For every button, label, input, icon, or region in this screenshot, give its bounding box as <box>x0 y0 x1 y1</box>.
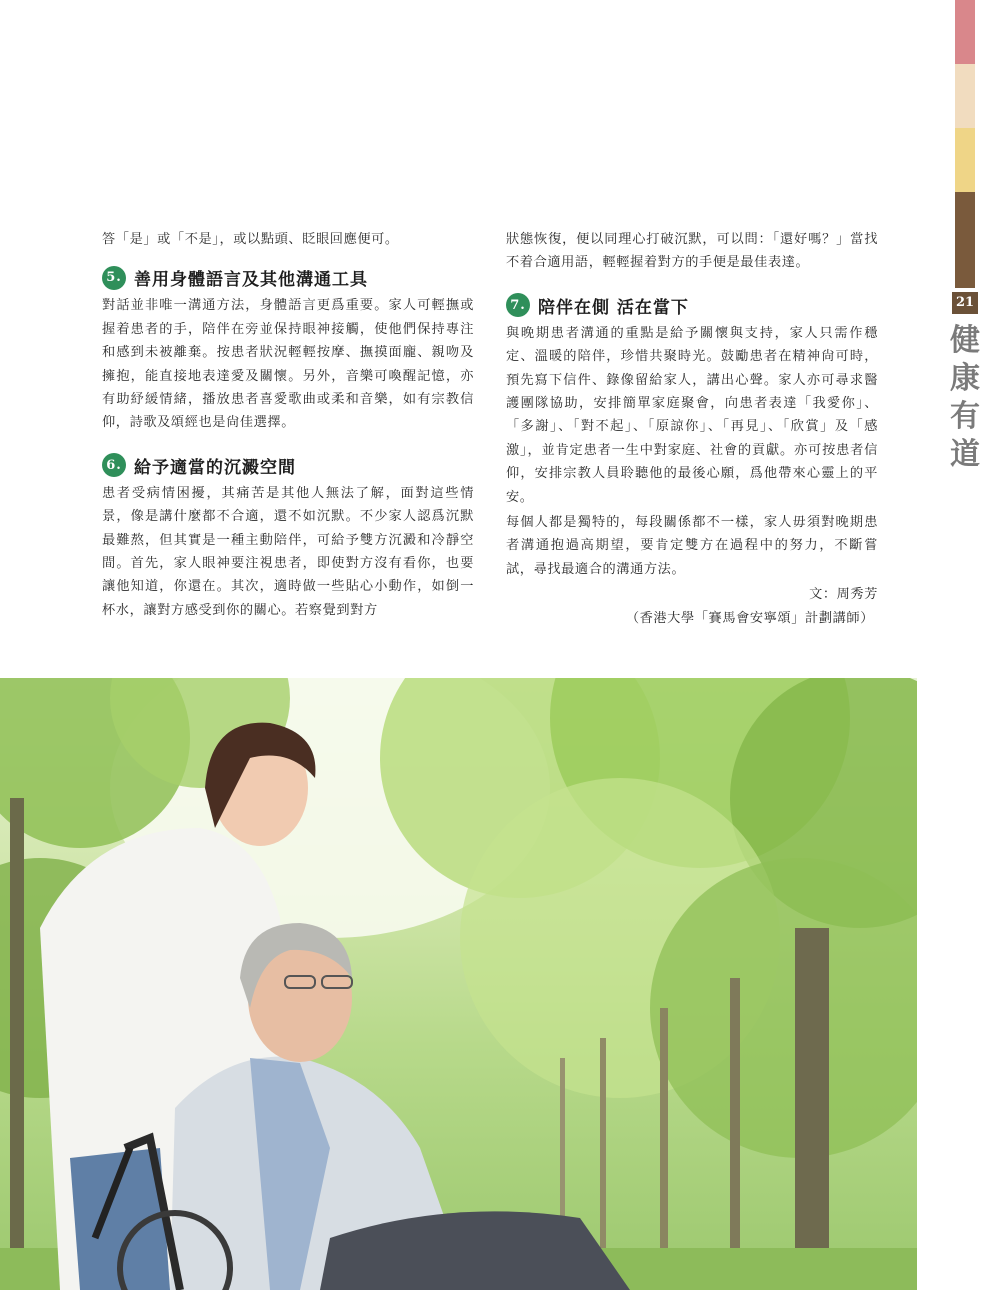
section6-number-badge: 6. <box>102 453 126 477</box>
section5-number-badge: 5. <box>102 266 126 290</box>
section6-heading <box>102 453 474 478</box>
continuation-text: 狀態恢復，便以同理心打破沉默，可以問：「還好嗎？」當找不着合適用語，輕輕握着對方的手便是最佳表達。 <box>506 232 878 271</box>
section7-body-1: 與晚期患者溝通的重點是給予關懷與支持，家人只需作穩定、溫暖的陪伴，珍惜共聚時光。鼓勵患者在精神尙可時，預先寫下信件、錄像留給家人，講出心聲。家人亦可尋求醫護團隊協助，安排簡單家庭聚會，向患者表達「我愛你」、「多謝」、「對不起」、「原諒你」、「再見」、「欣賞」及「感激」，並肯定患者一生中對家庭、社會的貢獻。亦可按患者信仰，安排宗教人員聆聽他的最後心願，爲他帶來心靈上的平安。 <box>506 325 878 505</box>
park-photo <box>0 678 917 1290</box>
side-tab-pink <box>955 0 975 64</box>
left-column <box>102 228 474 624</box>
section5-heading <box>102 265 474 290</box>
section6-title: 給予適當的沉澱空間 <box>134 457 296 478</box>
section5-title: 善用身體語言及其他溝通工具 <box>134 270 368 291</box>
section7-body-2: 每個人都是獨特的，每段關係都不一樣，家人毋須對晚期患者溝通抱過高期望，要肯定雙方在過程中的努力，不斷嘗試，尋找最適合的溝通方法。 <box>506 515 878 577</box>
section7-title: 陪伴在側 活在當下 <box>538 297 689 318</box>
caregiver-wheelchair-illustration <box>0 678 917 1290</box>
section6-body: 患者受病情困擾，其痛苦是其他人無法了解，面對這些情景，像是講什麼都不合適，還不如沉默。不少家人認爲沉默最難熬，但其實是一種主動陪伴，可給予雙方沉澱和冷靜空間。首先，家人眼神要注視患者，即使對方沒有看你，也要讓他知道，你還在。其次，適時做一些貼心小動作，如倒一杯水，讓對方感受到你的關心。若察覺到對方 <box>102 485 474 618</box>
section7-heading <box>506 293 878 318</box>
side-tab-brown <box>955 192 975 288</box>
side-tab-cream <box>955 64 975 128</box>
right-column <box>506 228 878 631</box>
intro-text: 答「是」或「不是」，或以點頭、眨眼回應便可。 <box>102 232 399 247</box>
section7-number-badge: 7. <box>506 293 530 317</box>
page-number: 21 <box>952 292 978 314</box>
side-tab-yellow <box>955 128 975 192</box>
section5-body: 對話並非唯一溝通方法，身體語言更爲重要。家人可輕撫或握着患者的手，陪伴在旁並保持眼神接觸，使他們保持專注和感到未被離棄。按患者狀況輕輕按摩、撫摸面龐、親吻及擁抱，能直接地表達愛及關懷。另外，音樂可喚醒記憶，亦有助紓緩情緒，播放患者喜愛歌曲或柔和音樂，如有宗教信仰，詩歌及頌經也是尙佳選擇。 <box>102 298 474 431</box>
author-affiliation: （香港大學「賽馬會安寧頌」計劃講師） <box>625 611 874 627</box>
section-title-vertical: 健 康 有 道 <box>950 323 980 472</box>
author-credit: 文：周秀芳 <box>809 587 878 603</box>
